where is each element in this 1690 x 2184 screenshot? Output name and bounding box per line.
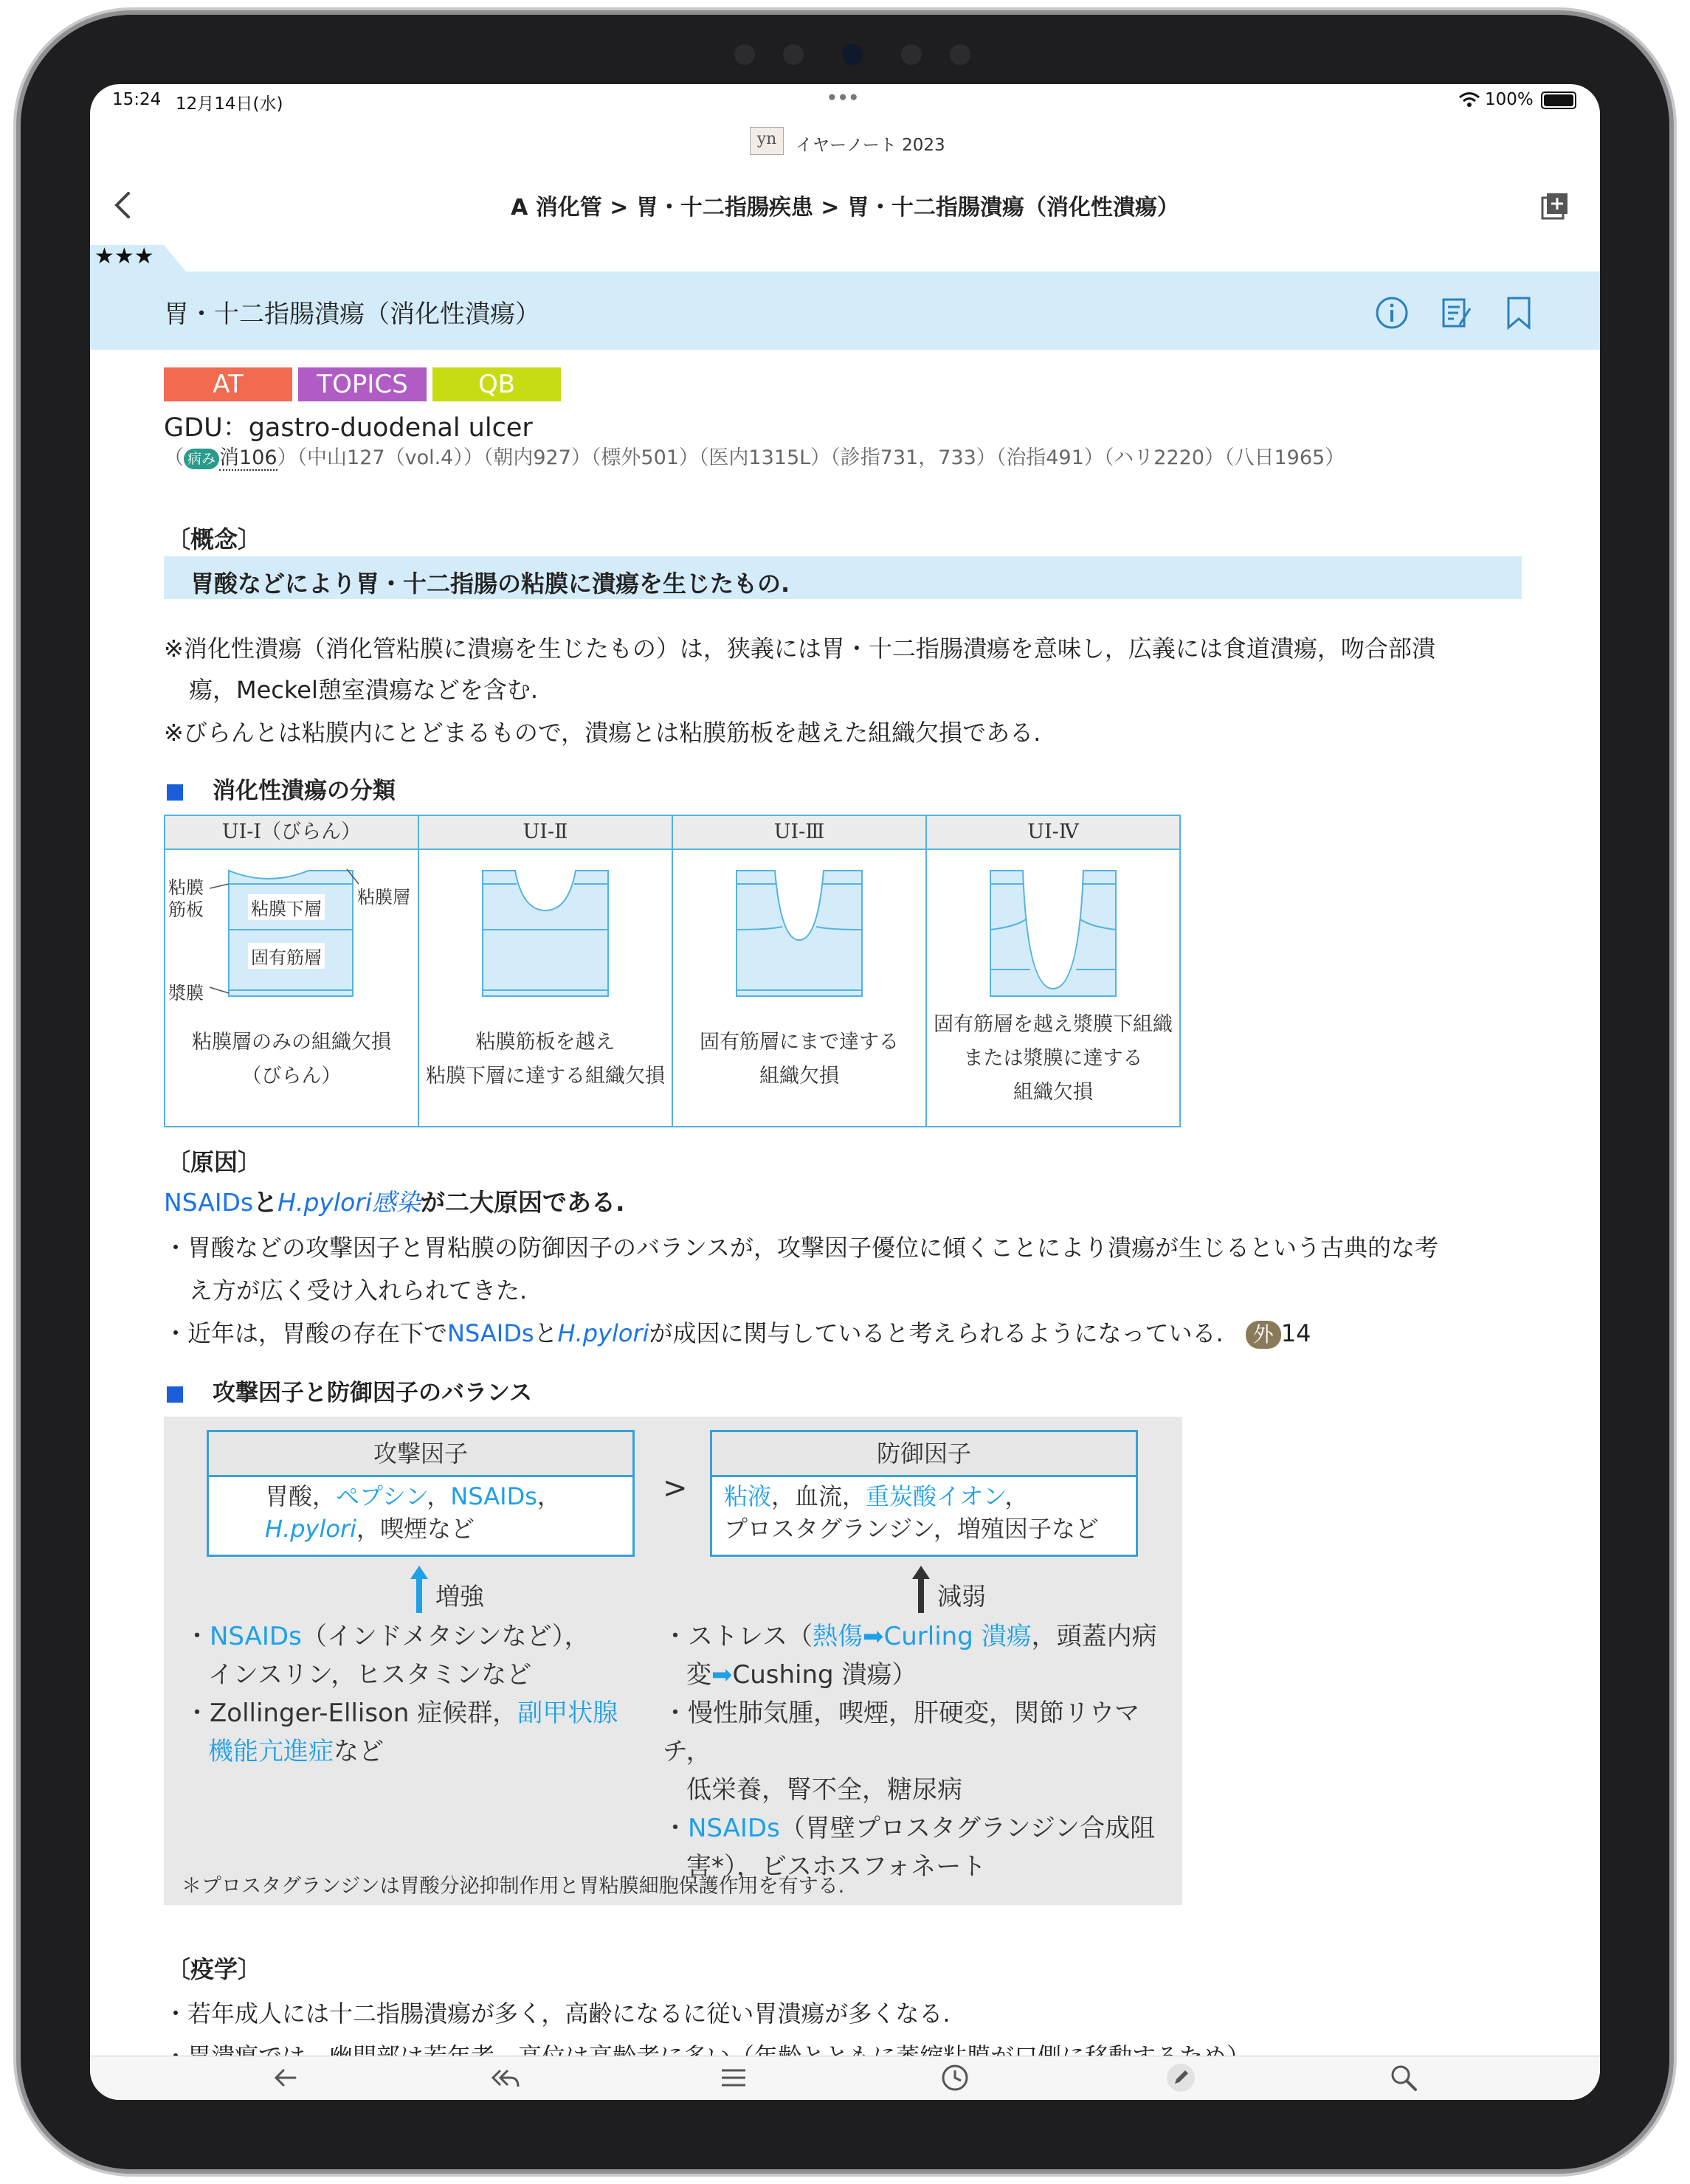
screen <box>90 84 1600 2100</box>
tag-at[interactable]: AT <box>164 367 292 401</box>
gaika-badge[interactable]: 外 <box>1246 1321 1281 1349</box>
up-arrow-blue-icon <box>410 1566 428 1613</box>
cause-b2-rest: が成因に関与していると考えられるようになっている. <box>649 1319 1224 1347</box>
label-serosa: 漿膜 <box>168 983 204 1003</box>
attack-factor-body <box>209 1477 632 1548</box>
class-header-ui2: UI-Ⅱ <box>419 816 672 849</box>
right-nsaids[interactable]: NSAIDs <box>688 1814 780 1843</box>
history-clock-icon[interactable] <box>939 2062 971 2094</box>
front-camera <box>842 44 863 65</box>
defense-l2: プロスタグランジン，増殖因子など <box>724 1515 1099 1543</box>
ref-open: （ <box>164 446 184 469</box>
ui1-caption-1: 粘膜層のみの組織欠損 <box>192 1031 391 1054</box>
left-hyperpara-2[interactable]: 機能亢進症 <box>208 1737 334 1766</box>
tag-topics[interactable]: TOPICS <box>298 367 427 401</box>
page-title: 胃・十二指腸潰瘍（消化性潰瘍） <box>164 300 540 329</box>
left-i1-c: （インドメタシンなど）， <box>301 1622 590 1651</box>
left-i2-a: ・Zollinger-Ellison 症候群， <box>184 1699 518 1728</box>
enhance-label: 増強 <box>435 1582 484 1611</box>
history-back-icon[interactable] <box>489 2062 521 2094</box>
right-i2-b: 低栄養，腎不全，糖尿病 <box>686 1775 962 1805</box>
cause-lead-rest: が二大原因である. <box>421 1188 625 1217</box>
attack-l1-c: ， <box>427 1482 451 1510</box>
attack-l2-b: ，喫煙など <box>356 1515 475 1543</box>
right-i3-bullet: ・ <box>663 1814 688 1843</box>
left-i1-d: インスリン，ヒスタミンなど <box>208 1660 532 1690</box>
label-mucosal-muscle-2: 筋板 <box>168 899 204 920</box>
cause-lead-to: と <box>253 1188 278 1217</box>
epidemiology-heading: 〔疫学〕 <box>167 1955 262 1983</box>
class-header-ui3: UI-Ⅲ <box>673 816 925 849</box>
classification-heading-text: 消化性潰瘍の分類 <box>213 778 396 804</box>
arrow-right-icon: ➡ <box>862 1622 884 1651</box>
attack-factor-title: 攻撃因子 <box>209 1432 632 1477</box>
defense-l1-b: ，血流， <box>771 1482 866 1510</box>
defense-l1-d: ， <box>1004 1482 1029 1510</box>
cause-hpylori[interactable]: H.pylori感染 <box>277 1188 421 1217</box>
weaken-label: 減弱 <box>937 1582 986 1611</box>
cause-b2-nsaids[interactable]: NSAIDs <box>447 1319 534 1347</box>
ui3-caption-2: 組織欠損 <box>759 1065 839 1088</box>
yamie-badge: 病み <box>184 449 219 469</box>
left-i2-d: など <box>334 1737 384 1766</box>
label-submucosa: 粘膜下層 <box>248 894 325 920</box>
right-curling-ulcer[interactable]: Curling 潰瘍 <box>883 1622 1032 1651</box>
cause-nsaids[interactable]: NSAIDs <box>164 1188 254 1217</box>
balance-heading <box>167 1374 532 1407</box>
app-logo: yn <box>750 127 784 155</box>
multitask-dots[interactable]: ••• <box>827 89 860 108</box>
battery-percent: 100% <box>1485 90 1534 109</box>
right-i2-a: ・慢性肺気腫，喫煙，肝硬変，関節リウマチ， <box>663 1699 1139 1766</box>
left-i1-bullet: ・ <box>184 1622 210 1651</box>
right-burn[interactable]: 熱傷 <box>812 1622 863 1651</box>
greater-than-sign: > <box>663 1471 688 1505</box>
attack-factor-box <box>207 1430 635 1557</box>
label-mucosal-muscle <box>168 877 204 921</box>
label-mucosal-muscle-1: 粘膜 <box>168 877 204 898</box>
ref-rest: ）（中山127（vol.4））（朝内927）（標外501）（医内1315L）（診指731，733）（治指491）（ハリ2220）（八日1965） <box>277 446 1345 469</box>
class-header-ui4: UI-Ⅳ <box>927 816 1179 849</box>
attack-pepsin[interactable]: ペプシン <box>336 1482 427 1510</box>
cause-bullet-1b: え方が広く受け入れられてきた. <box>189 1276 528 1304</box>
arrow-right-icon: ➡ <box>711 1660 733 1690</box>
memo-icon[interactable] <box>1438 295 1473 331</box>
ui2-caption-1: 粘膜筋板を越え <box>475 1031 615 1054</box>
importance-stars: ★★★ <box>94 243 154 269</box>
status-date: 12月14日(水) <box>176 94 283 114</box>
right-i3-c: （胃壁プロスタグランジン合成阻 <box>779 1814 1156 1843</box>
ui4-caption-2: または漿膜に達する <box>963 1047 1143 1070</box>
attack-nsaids[interactable]: NSAIDs <box>450 1482 537 1510</box>
right-i1-e: ，頭蓋内病 <box>1031 1622 1157 1651</box>
concept-note-1b: 瘍，Meckel憩室潰瘍などを含む. <box>189 676 539 704</box>
defense-weakeners-list <box>663 1617 1179 1886</box>
camera-dot <box>783 44 804 65</box>
search-icon[interactable] <box>1387 2062 1420 2094</box>
ui4-caption-1: 固有筋層を越え漿膜下組織 <box>934 1013 1173 1036</box>
defense-factor-body <box>712 1477 1136 1548</box>
tag-qb[interactable]: QB <box>432 367 561 401</box>
wifi-icon <box>1458 91 1480 108</box>
section-square-icon <box>167 784 183 801</box>
ui4-caption-3: 組織欠損 <box>1013 1081 1093 1104</box>
cause-lead <box>164 1183 625 1218</box>
ulcer-classification-table <box>164 815 1181 1127</box>
bookmark-icon[interactable] <box>1503 295 1535 331</box>
concept-note-2: ※びらんとは粘膜内にとどまるもので，潰瘍とは粘膜筋板を越えた組織欠損である. <box>164 719 1041 747</box>
cause-b2-pre: ・近年は，胃酸の存在下で <box>164 1319 448 1347</box>
cause-b2-hpylori[interactable]: H.pylori <box>557 1319 649 1347</box>
epidemiology-bullet-1: ・若年成人には十二指腸潰瘍が多く，高齢になるに従い胃潰瘍が多くなる. <box>164 2000 951 2028</box>
battery-icon <box>1541 91 1576 109</box>
defense-mucus[interactable]: 粘液 <box>724 1482 772 1510</box>
add-note-icon[interactable] <box>1539 192 1569 221</box>
ui2-diagram <box>419 859 672 1006</box>
right-cushing-ulcer: Cushing 潰瘍） <box>732 1660 917 1690</box>
right-i3-d: 害*），ビスホスフォネート <box>686 1852 987 1881</box>
attack-l1-e: ， <box>537 1482 561 1510</box>
defense-factor-box <box>710 1430 1138 1557</box>
reference-line <box>164 441 1345 470</box>
left-hyperpara-1[interactable]: 副甲状腺 <box>517 1699 618 1728</box>
concept-definition: 胃酸などにより胃・十二指腸の粘膜に潰瘍を生じたもの. <box>190 570 790 598</box>
cause-b2-to: と <box>534 1319 558 1347</box>
ui2-caption <box>419 1026 672 1093</box>
info-icon[interactable] <box>1374 295 1410 331</box>
up-arrow-dark-icon <box>912 1566 930 1613</box>
attack-enhancers-list <box>184 1617 642 1771</box>
concept-note-1a: ※消化性潰瘍（消化管粘膜に潰瘍を生じたもの）は，狭義には胃・十二指腸潰瘍を意味し，広義には食道潰瘍，吻合部潰 <box>164 635 1435 663</box>
ui4-caption <box>927 1008 1179 1110</box>
ref-link[interactable]: 消106 <box>219 446 277 469</box>
left-nsaids[interactable]: NSAIDs <box>210 1622 302 1651</box>
pen-icon[interactable] <box>1165 2062 1197 2094</box>
section-square-icon <box>167 1386 183 1403</box>
balance-heading-text: 攻撃因子と防御因子のバランス <box>213 1380 533 1406</box>
cause-bullet-1a: ・胃酸などの攻撃因子と胃粘膜の防御因子のバランスが，攻撃因子優位に傾くことにより潰瘍が生じるという古典的な考 <box>164 1234 1439 1262</box>
defense-factor-title: 防御因子 <box>712 1432 1136 1477</box>
ui1-caption <box>165 1026 418 1093</box>
ui2-caption-2: 粘膜下層に達する組織欠損 <box>426 1065 665 1088</box>
ui3-caption-1: 固有筋層にまで達する <box>700 1031 899 1054</box>
right-i1-a: ・ストレス（ <box>663 1622 813 1651</box>
cause-heading: 〔原因〕 <box>167 1148 262 1176</box>
app-title: イヤーノート 2023 <box>796 136 945 155</box>
abbreviation: GDU：gastro-duodenal ulcer <box>164 413 533 443</box>
defense-bicarbonate[interactable]: 重炭酸イオン <box>866 1482 1005 1510</box>
cause-bullet-2 <box>164 1315 1311 1349</box>
label-mucosa: 粘膜層 <box>357 887 410 908</box>
attack-l1-a: 胃酸， <box>265 1482 337 1510</box>
breadcrumb[interactable]: A 消化管 > 胃・十二指腸疾患 > 胃・十二指腸潰瘍（消化性潰瘍） <box>511 195 1179 221</box>
concept-heading: 〔概念〕 <box>167 525 262 553</box>
camera-dot <box>734 44 755 65</box>
bottom-toolbar <box>90 2056 1600 2100</box>
attack-hpylori[interactable]: H.pylori <box>265 1515 356 1543</box>
status-time: 15:24 <box>112 90 162 109</box>
ui1-caption-2: （びらん） <box>241 1065 342 1088</box>
gaika-page: 14 <box>1280 1319 1311 1347</box>
ui4-diagram <box>927 859 1179 1006</box>
camera-dot <box>950 44 970 65</box>
camera-dot <box>901 44 922 65</box>
back-arrow-icon[interactable] <box>269 2062 301 2094</box>
ui3-caption <box>673 1026 925 1093</box>
balance-footnote: ＊プロスタグランジンは胃酸分泌抑制作用と胃粘膜細胞保護作用を有する. <box>182 1875 845 1898</box>
classification-heading <box>167 772 396 805</box>
class-header-ui1: UI-Ⅰ（びらん） <box>165 816 418 849</box>
ui3-diagram <box>673 859 925 1006</box>
table-of-contents-icon[interactable] <box>717 2062 750 2094</box>
label-muscularis: 固有筋層 <box>248 943 325 969</box>
right-i1-f: 変 <box>686 1660 711 1690</box>
